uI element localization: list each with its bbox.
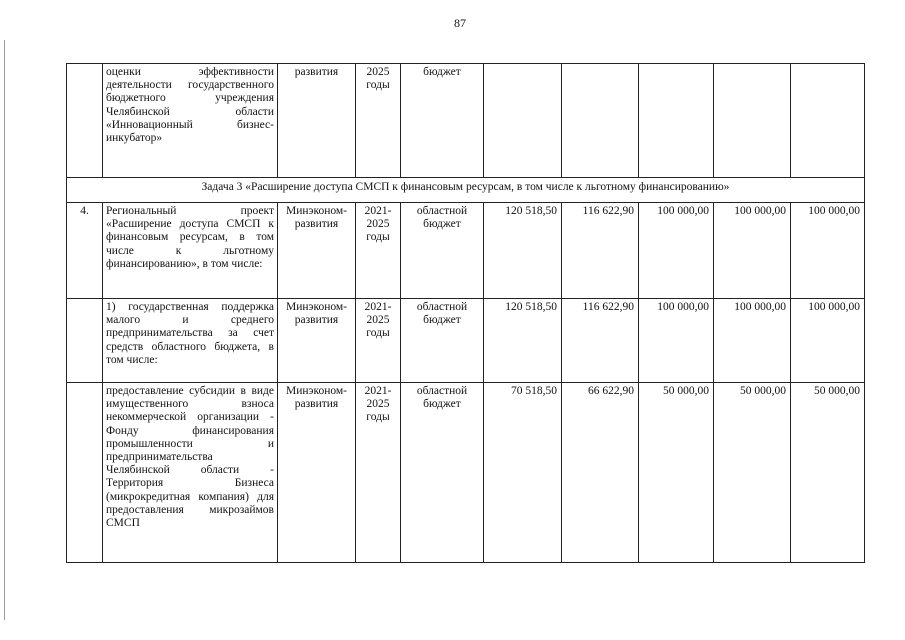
program-table bbox=[66, 63, 865, 563]
activity-name: оценки эффективности деятельности государственного бюджетного учреждения Челябинской области «Инновационный бизнес-инкубатор» bbox=[103, 64, 278, 178]
value-cell bbox=[714, 64, 791, 178]
table-row bbox=[67, 64, 865, 178]
row-number: 4. bbox=[67, 203, 103, 299]
table-row bbox=[67, 383, 865, 563]
task-row bbox=[67, 178, 865, 203]
years: 2025 годы bbox=[356, 64, 401, 178]
value-cell: 116 622,90 bbox=[562, 299, 639, 383]
activity-name: 1) государственная поддержка малого и среднего предпринимательства за счет средств областного бюджета, в том числе: bbox=[103, 299, 278, 383]
row-number bbox=[67, 64, 103, 178]
executor: Минэконом-развития bbox=[278, 203, 356, 299]
value-cell: 100 000,00 bbox=[714, 203, 791, 299]
scan-edge-line bbox=[4, 40, 5, 620]
value-cell: 100 000,00 bbox=[639, 203, 714, 299]
years: 2021-2025 годы bbox=[356, 203, 401, 299]
executor: Минэконом-развития bbox=[278, 383, 356, 563]
value-cell bbox=[639, 64, 714, 178]
value-cell: 50 000,00 bbox=[714, 383, 791, 563]
value-cell: 70 518,50 bbox=[484, 383, 562, 563]
value-cell bbox=[791, 64, 865, 178]
value-cell: 66 622,90 bbox=[562, 383, 639, 563]
value-cell bbox=[562, 64, 639, 178]
funding-source: областной бюджет bbox=[401, 299, 484, 383]
value-cell: 100 000,00 bbox=[714, 299, 791, 383]
value-cell: 120 518,50 bbox=[484, 203, 562, 299]
funding-source: бюджет bbox=[401, 64, 484, 178]
value-cell: 50 000,00 bbox=[791, 383, 865, 563]
value-cell: 100 000,00 bbox=[791, 299, 865, 383]
executor: развития bbox=[278, 64, 356, 178]
value-cell: 116 622,90 bbox=[562, 203, 639, 299]
table-row bbox=[67, 299, 865, 383]
funding-source: областной бюджет bbox=[401, 383, 484, 563]
row-number bbox=[67, 383, 103, 563]
value-cell: 50 000,00 bbox=[639, 383, 714, 563]
activity-name: предоставление субсидии в виде имущественного взноса некоммерческой организации - Фонду финансирования промышленности и предпринимательства Челябинской области - Территория Бизнеса (микрокредитная компания) для предоставления микрозаймов СМСП bbox=[103, 383, 278, 563]
page-number: 87 bbox=[454, 16, 466, 30]
executor: Минэконом-развития bbox=[278, 299, 356, 383]
years: 2021-2025 годы bbox=[356, 383, 401, 563]
value-cell: 100 000,00 bbox=[791, 203, 865, 299]
table-row bbox=[67, 203, 865, 299]
task-title: Задача 3 «Расширение доступа СМСП к финансовым ресурсам, в том числе к льготному финансированию» bbox=[67, 178, 865, 203]
value-cell: 120 518,50 bbox=[484, 299, 562, 383]
value-cell: 100 000,00 bbox=[639, 299, 714, 383]
value-cell bbox=[484, 64, 562, 178]
funding-source: областной бюджет bbox=[401, 203, 484, 299]
row-number bbox=[67, 299, 103, 383]
activity-name: Региональный проект «Расширение доступа СМСП к финансовым ресурсам, в том числе к льготному финансированию», в том числе: bbox=[103, 203, 278, 299]
years: 2021-2025 годы bbox=[356, 299, 401, 383]
